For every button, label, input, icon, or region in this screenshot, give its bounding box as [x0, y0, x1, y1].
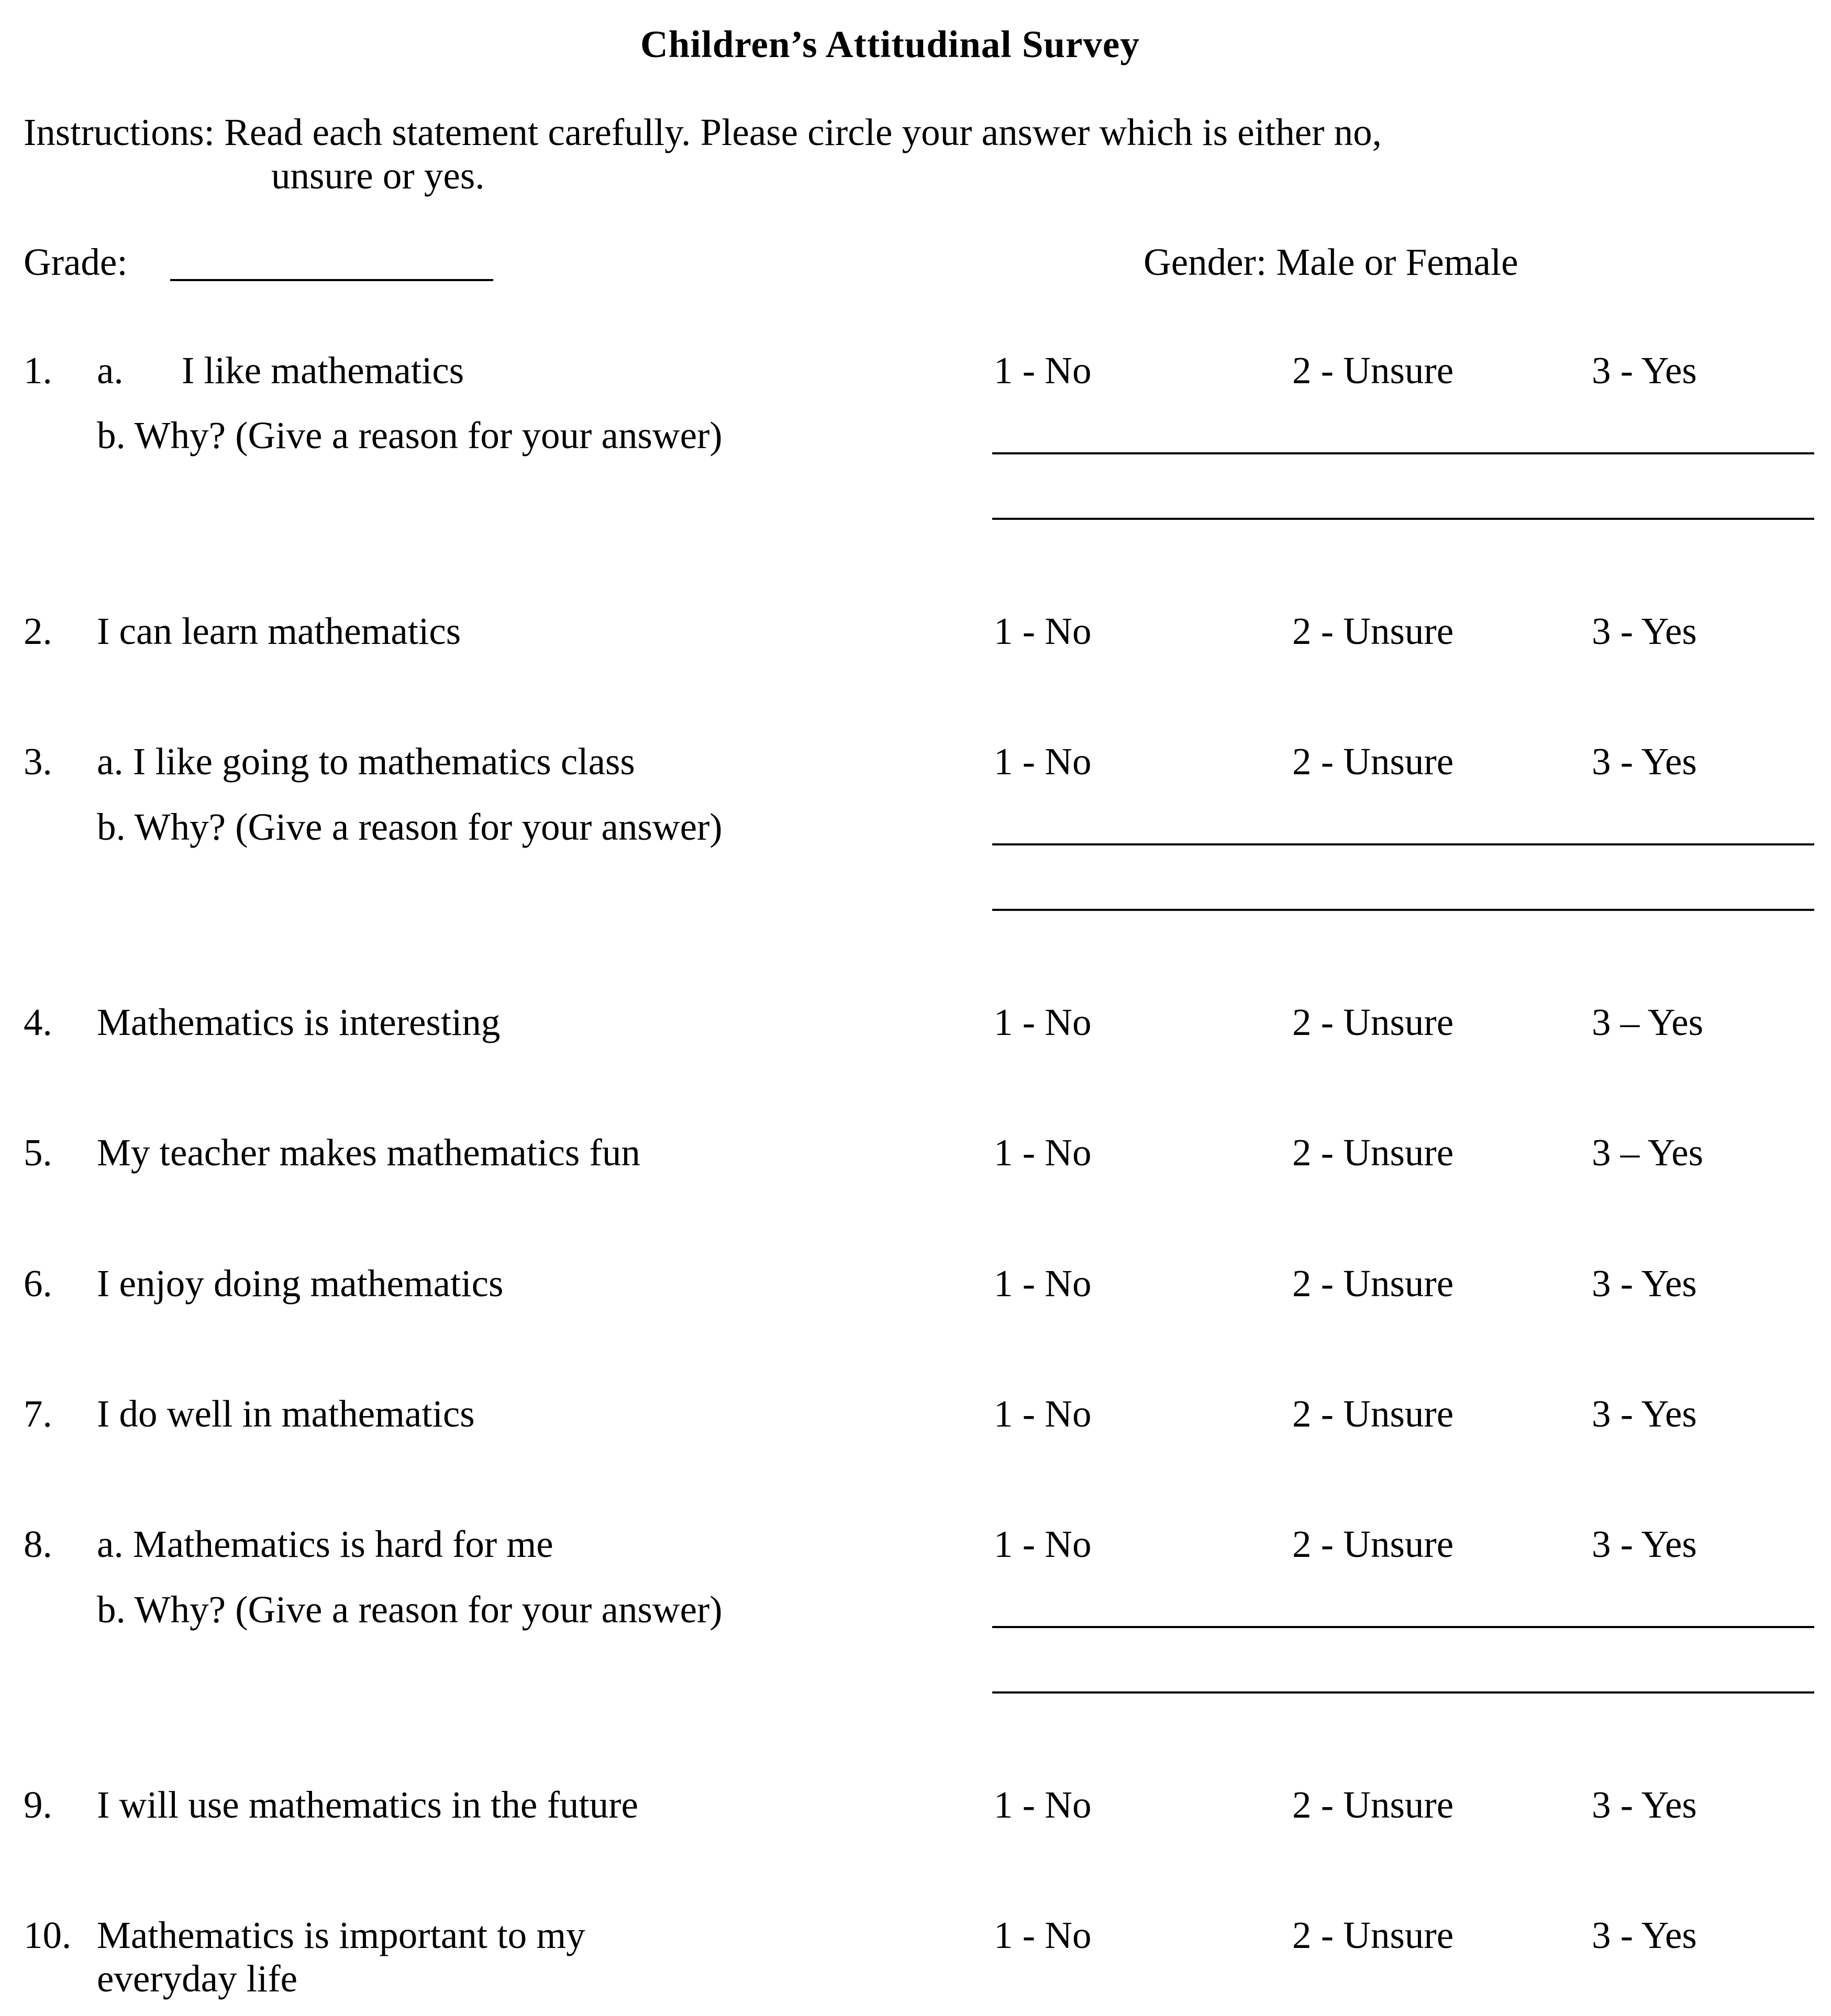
option-yes[interactable]: 3 - Yes: [1592, 1914, 1697, 1956]
why-label: b. Why? (Give a reason for your answer): [97, 806, 723, 848]
question-number: 2.: [24, 610, 52, 652]
option-yes[interactable]: 3 - Yes: [1592, 1393, 1697, 1435]
question-number: 10.: [24, 1914, 72, 1956]
answer-line[interactable]: [992, 452, 1814, 454]
option-unsure[interactable]: 2 - Unsure: [1292, 1784, 1454, 1826]
question-text: a. I like going to mathematics class: [97, 740, 635, 783]
option-no[interactable]: 1 - No: [994, 1393, 1092, 1435]
option-yes[interactable]: 3 - Yes: [1592, 1523, 1697, 1565]
question-text: a. Mathematics is hard for me: [97, 1523, 553, 1565]
question-number: 4.: [24, 1001, 52, 1043]
option-no[interactable]: 1 - No: [994, 1914, 1092, 1956]
answer-line[interactable]: [992, 843, 1814, 845]
option-yes[interactable]: 3 – Yes: [1592, 1001, 1704, 1043]
question-text: My teacher makes mathematics fun: [97, 1131, 640, 1174]
why-label: b. Why? (Give a reason for your answer): [97, 1588, 723, 1631]
why-label: b. Why? (Give a reason for your answer): [97, 414, 723, 456]
option-no[interactable]: 1 - No: [994, 740, 1092, 783]
instructions-line-2: unsure or yes.: [271, 154, 485, 197]
question-number: 6.: [24, 1262, 52, 1305]
question-text: Mathematics is important to my: [97, 1914, 585, 1956]
grade-label: Grade:: [24, 241, 128, 283]
option-unsure[interactable]: 2 - Unsure: [1292, 1914, 1454, 1956]
question-text: I will use mathematics in the future: [97, 1784, 638, 1826]
question-sub-letter: a.: [97, 349, 124, 392]
option-unsure[interactable]: 2 - Unsure: [1292, 1131, 1454, 1174]
option-yes[interactable]: 3 – Yes: [1592, 1131, 1704, 1174]
answer-line[interactable]: [992, 1626, 1814, 1628]
question-text: I like mathematics: [182, 349, 464, 392]
grade-answer-line[interactable]: [170, 279, 493, 281]
question-text: Mathematics is interesting: [97, 1001, 501, 1043]
answer-line[interactable]: [992, 909, 1814, 911]
option-unsure[interactable]: 2 - Unsure: [1292, 1393, 1454, 1435]
page-title: Children’s Attitudinal Survey: [640, 23, 1140, 65]
option-unsure[interactable]: 2 - Unsure: [1292, 1523, 1454, 1565]
option-no[interactable]: 1 - No: [994, 610, 1092, 652]
option-no[interactable]: 1 - No: [994, 1523, 1092, 1565]
option-yes[interactable]: 3 - Yes: [1592, 1262, 1697, 1305]
option-unsure[interactable]: 2 - Unsure: [1292, 1262, 1454, 1305]
question-number: 8.: [24, 1523, 52, 1565]
question-number: 7.: [24, 1393, 52, 1435]
option-yes[interactable]: 3 - Yes: [1592, 610, 1697, 652]
option-unsure[interactable]: 2 - Unsure: [1292, 740, 1454, 783]
answer-line[interactable]: [992, 518, 1814, 520]
question-number: 5.: [24, 1131, 52, 1174]
option-yes[interactable]: 3 - Yes: [1592, 1784, 1697, 1826]
question-text: I can learn mathematics: [97, 610, 461, 652]
option-unsure[interactable]: 2 - Unsure: [1292, 349, 1454, 392]
option-no[interactable]: 1 - No: [994, 349, 1092, 392]
option-yes[interactable]: 3 - Yes: [1592, 349, 1697, 392]
question-text-continued: everyday life: [97, 1957, 298, 2000]
option-no[interactable]: 1 - No: [994, 1784, 1092, 1826]
question-text: I do well in mathematics: [97, 1393, 475, 1435]
question-number: 1.: [24, 349, 52, 392]
question-text: I enjoy doing mathematics: [97, 1262, 504, 1305]
question-number: 9.: [24, 1784, 52, 1826]
option-no[interactable]: 1 - No: [994, 1262, 1092, 1305]
option-no[interactable]: 1 - No: [994, 1001, 1092, 1043]
answer-line[interactable]: [992, 1691, 1814, 1694]
option-no[interactable]: 1 - No: [994, 1131, 1092, 1174]
instructions-line-1: Instructions: Read each statement carefully. Please circle your answer which is either no,: [24, 111, 1382, 153]
option-unsure[interactable]: 2 - Unsure: [1292, 610, 1454, 652]
question-number: 3.: [24, 740, 52, 783]
option-unsure[interactable]: 2 - Unsure: [1292, 1001, 1454, 1043]
gender-label[interactable]: Gender: Male or Female: [1144, 241, 1518, 283]
option-yes[interactable]: 3 - Yes: [1592, 740, 1697, 783]
